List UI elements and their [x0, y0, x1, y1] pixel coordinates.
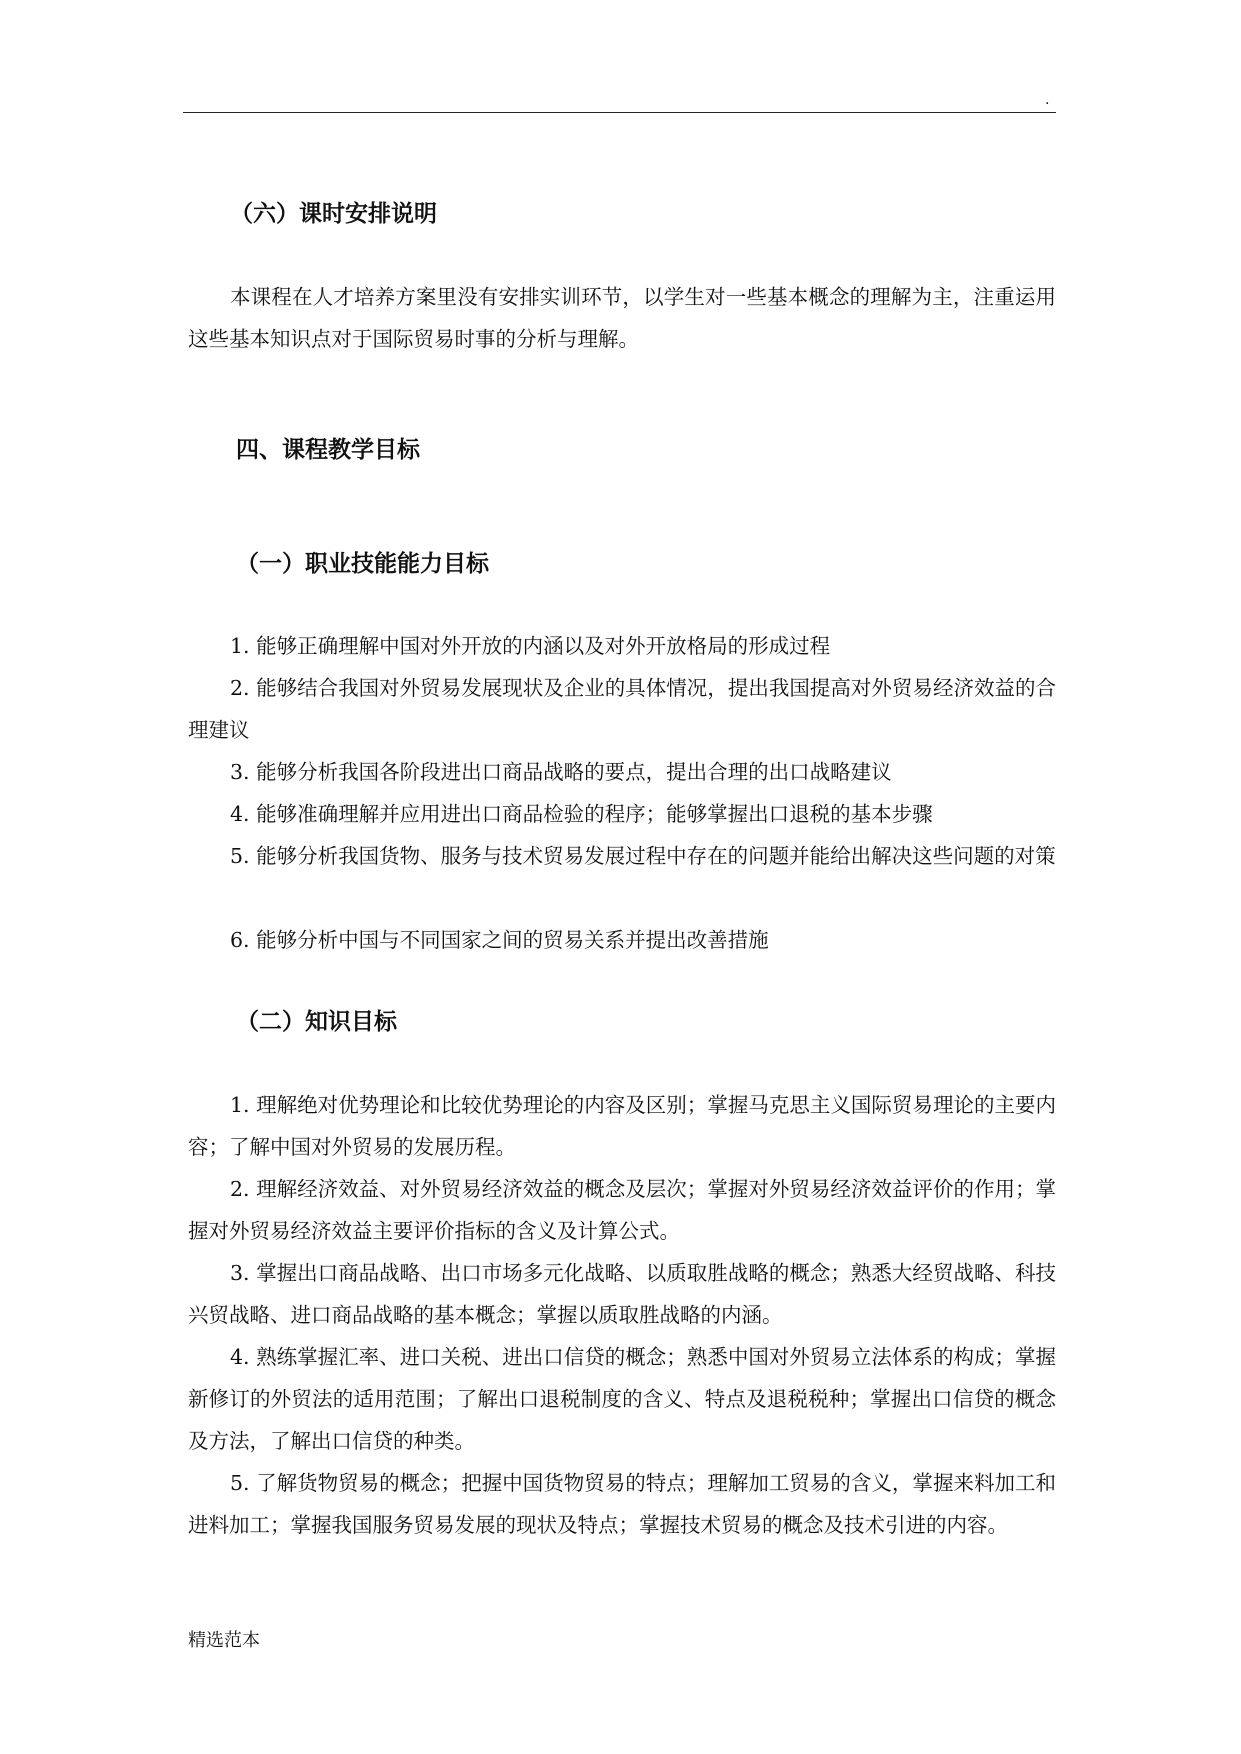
paragraph-class-hours: 本课程在人才培养方案里没有安排实训环节，以学生对一些基本概念的理解为主，注重运用这些基本知识点对于国际贸易时事的分析与理解。: [188, 285, 1056, 351]
subsection-heading-knowledge-goals: （二）知识目标: [236, 1009, 397, 1035]
section-heading-teaching-goals: 四、课程教学目标: [236, 437, 420, 463]
skill-goal-item-4: 4. 能够准确理解并应用进出口商品检验的程序；能够掌握出口退税的基本步骤: [230, 802, 933, 826]
footer-text: 精选范本: [188, 1630, 260, 1651]
knowledge-goal-item-5: 5. 了解货物贸易的概念；把握中国货物贸易的特点；理解加工贸易的含义，掌握来料加工和进料加工；掌握我国服务贸易发展的现状及特点；掌握技术贸易的概念及技术引进的内容。: [188, 1471, 1056, 1537]
knowledge-goal-item-3: 3. 掌握出口商品战略、出口市场多元化战略、以质取胜战略的概念；熟悉大经贸战略、科技兴贸战略、进口商品战略的基本概念；掌握以质取胜战略的内涵。: [188, 1261, 1056, 1327]
knowledge-goal-item-2: 2. 理解经济效益、对外贸易经济效益的概念及层次；掌握对外贸易经济效益评价的作用；掌握对外贸易经济效益主要评价指标的含义及计算公式。: [188, 1177, 1056, 1243]
section-heading-class-hours: （六）课时安排说明: [230, 201, 437, 227]
skill-goal-item-2: 2. 能够结合我国对外贸易发展现状及企业的具体情况，提出我国提高对外贸易经济效益的合理建议: [188, 676, 1056, 742]
skill-goal-item-6: 6. 能够分析中国与不同国家之间的贸易关系并提出改善措施: [230, 928, 769, 952]
skill-goal-item-5: 5. 能够分析我国货物、服务与技术贸易发展过程中存在的问题并能给出解决这些问题的对策: [230, 844, 1056, 868]
header-rule: [183, 112, 1056, 113]
knowledge-goal-item-1: 1. 理解绝对优势理论和比较优势理论的内容及区别；掌握马克思主义国际贸易理论的主要内容；了解中国对外贸易的发展历程。: [188, 1093, 1056, 1159]
skill-goal-item-3: 3. 能够分析我国各阶段进出口商品战略的要点，提出合理的出口战略建议: [230, 760, 892, 784]
skill-goal-item-1: 1. 能够正确理解中国对外开放的内涵以及对外开放格局的形成过程: [230, 634, 831, 658]
subsection-heading-skill-goals: （一）职业技能能力目标: [236, 551, 489, 577]
knowledge-goal-item-4: 4. 熟练掌握汇率、进口关税、进出口信贷的概念；熟悉中国对外贸易立法体系的构成；掌握新修订的外贸法的适用范围；了解出口退税制度的含义、特点及退税税种；掌握出口信贷的概念及方法，了解出口信贷的种类。: [188, 1345, 1056, 1453]
header-mark: .: [1045, 92, 1050, 108]
